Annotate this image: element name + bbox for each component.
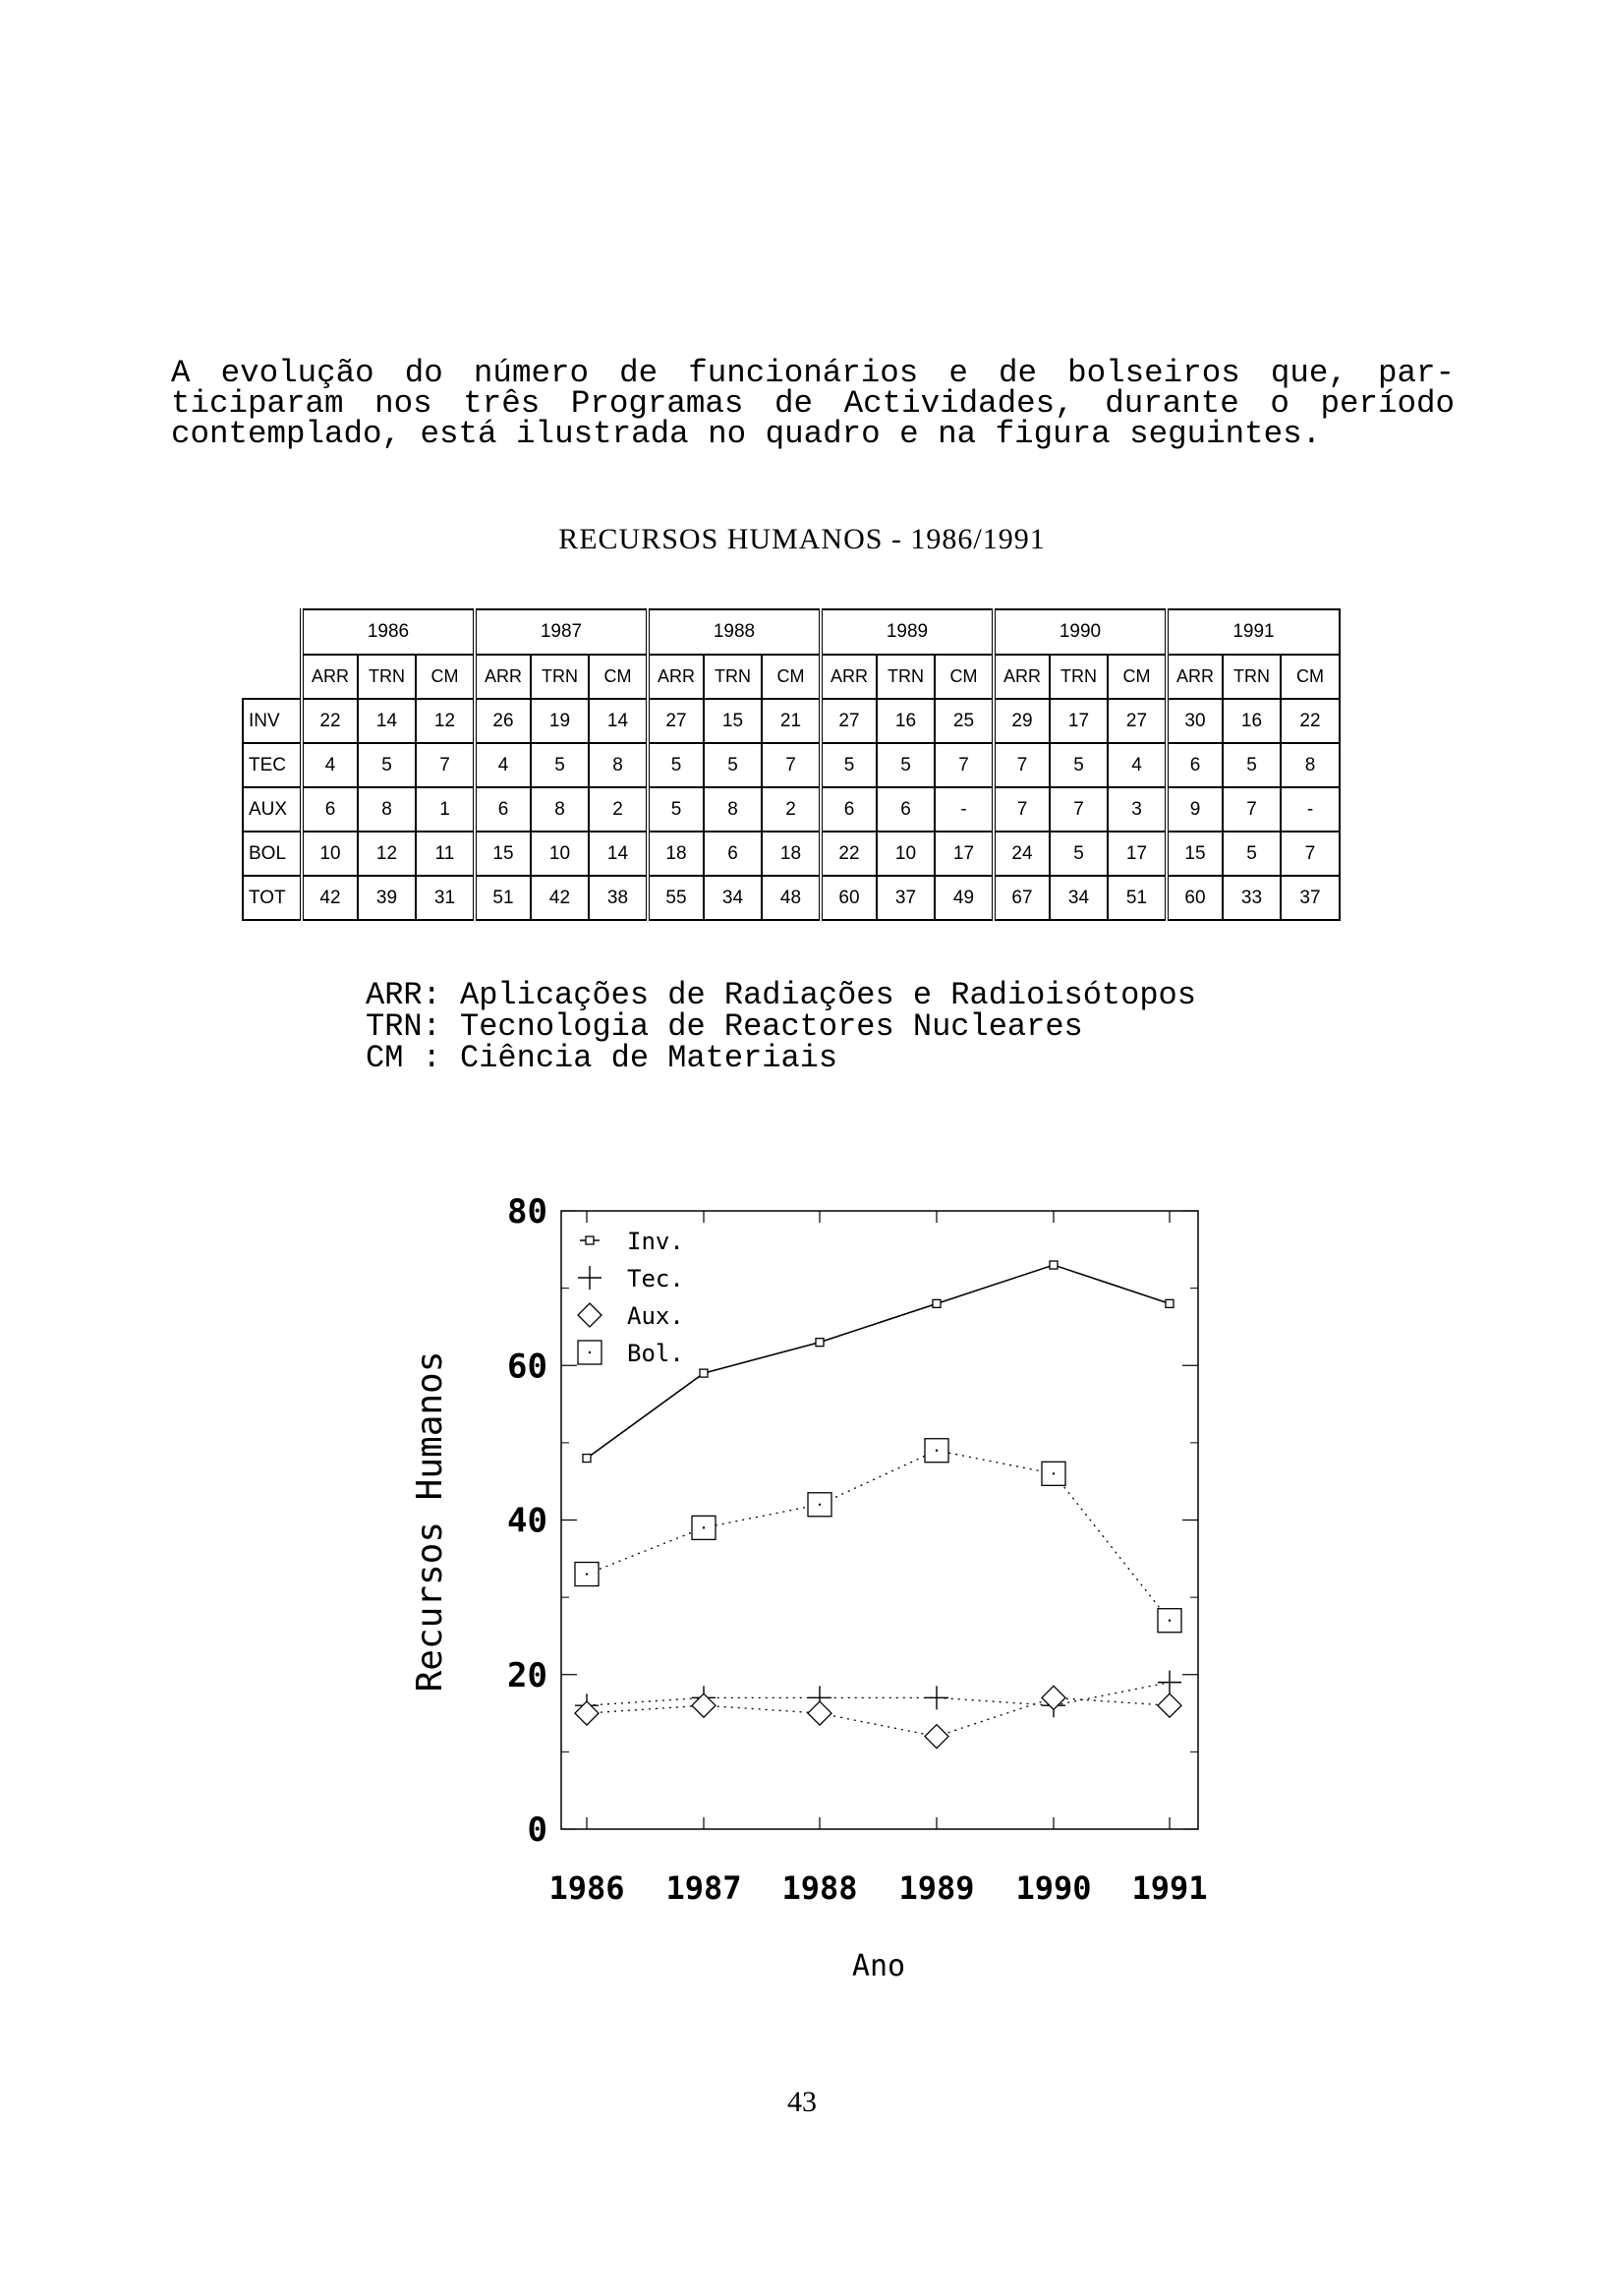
table-title: RECURSOS HUMANOS - 1986/1991 [558, 523, 1046, 555]
table-cell: 37 [877, 876, 935, 920]
subcolumn-header: CM [762, 655, 821, 699]
series-line-tec [587, 1683, 1170, 1706]
data-point-inv [933, 1299, 941, 1307]
x-tick-label: 1991 [1131, 1869, 1208, 1907]
table-cell: 8 [589, 743, 648, 787]
intro-line-3: contemplado, está ilustrada no quadro e na figura seguintes. [171, 416, 1322, 452]
table-cell: 5 [1050, 743, 1108, 787]
table-cell: 5 [821, 743, 877, 787]
table-cell: 7 [1281, 832, 1340, 876]
table-cell: 5 [704, 743, 762, 787]
abbrev-arr: ARR: Aplicações de Radiações e Radioisótopos [366, 977, 1196, 1013]
table-cell: 48 [762, 876, 821, 920]
data-point-inv [700, 1369, 708, 1377]
subcolumn-header: ARR [994, 655, 1050, 699]
table-cell: 31 [416, 876, 475, 920]
table-cell: 4 [1108, 743, 1167, 787]
table-cell: 5 [648, 787, 704, 832]
year-header: 1990 [994, 609, 1167, 655]
data-point-inv [583, 1455, 591, 1463]
table-cell: 60 [1167, 876, 1223, 920]
subcolumn-header: CM [1281, 655, 1340, 699]
table-cell: 11 [416, 832, 475, 876]
table-cell: 7 [994, 787, 1050, 832]
table-cell: 22 [821, 832, 877, 876]
y-tick-label: 80 [507, 1192, 547, 1232]
data-point-bol-dot [1053, 1472, 1055, 1474]
table-cell: 24 [994, 832, 1050, 876]
subcolumn-header: TRN [1223, 655, 1281, 699]
table-cell: 21 [762, 699, 821, 743]
table-cell: 16 [877, 699, 935, 743]
table-cell: 29 [994, 699, 1050, 743]
data-point-aux [808, 1701, 831, 1725]
table-cell: 17 [1050, 699, 1108, 743]
table-cell: 22 [1281, 699, 1340, 743]
table-cell: 8 [358, 787, 416, 832]
table-cell: 5 [1050, 832, 1108, 876]
year-header: 1988 [648, 609, 821, 655]
intro-line-2: ticiparam nos três Programas de Actividades, durante o período [171, 385, 1455, 422]
y-tick-label: 20 [507, 1655, 547, 1695]
data-point-bol-dot [703, 1526, 705, 1528]
table-cell: - [1281, 787, 1340, 832]
table-cell: 67 [994, 876, 1050, 920]
subcolumn-header: CM [416, 655, 475, 699]
table-cell: 38 [589, 876, 648, 920]
table-cell: 2 [589, 787, 648, 832]
table-cell: 15 [1167, 832, 1223, 876]
table-cell: 5 [1223, 832, 1281, 876]
x-tick-label: 1990 [1015, 1869, 1092, 1907]
table-cell: 42 [302, 876, 358, 920]
data-point-tec [925, 1686, 948, 1709]
legend-label: Bol. [627, 1340, 684, 1367]
x-tick-label: 1987 [665, 1869, 742, 1907]
year-header: 1986 [302, 609, 475, 655]
table-cell: 27 [1108, 699, 1167, 743]
table-cell: 7 [1223, 787, 1281, 832]
table-cell: 9 [1167, 787, 1223, 832]
subcolumn-header: CM [935, 655, 994, 699]
data-point-tec [1158, 1671, 1181, 1694]
table-cell: 34 [704, 876, 762, 920]
table-cell: 7 [1050, 787, 1108, 832]
table-cell: 10 [531, 832, 589, 876]
subcolumn-header: CM [1108, 655, 1167, 699]
subcolumn-header: ARR [648, 655, 704, 699]
table-cell: 7 [416, 743, 475, 787]
table-cell: 7 [762, 743, 821, 787]
table-cell: 42 [531, 876, 589, 920]
table-cell: 8 [531, 787, 589, 832]
subcolumn-header: TRN [1050, 655, 1108, 699]
data-point-aux [925, 1725, 948, 1749]
table-cell: 6 [877, 787, 935, 832]
legend-label: Tec. [627, 1265, 684, 1292]
table-cell: 6 [821, 787, 877, 832]
table-cell: 6 [302, 787, 358, 832]
table-cell: 4 [302, 743, 358, 787]
table-cell: 60 [821, 876, 877, 920]
series-line-aux [587, 1697, 1170, 1736]
y-tick-label: 0 [527, 1810, 547, 1850]
table-cell: 5 [648, 743, 704, 787]
data-point-inv [1166, 1299, 1174, 1307]
y-tick-label: 60 [507, 1347, 547, 1387]
data-point-inv [816, 1339, 824, 1347]
table-cell: 7 [994, 743, 1050, 787]
table-cell: 49 [935, 876, 994, 920]
year-header: 1987 [475, 609, 648, 655]
table-cell: 5 [531, 743, 589, 787]
subcolumn-header: TRN [877, 655, 935, 699]
table-cell: 12 [358, 832, 416, 876]
legend-marker [586, 1236, 594, 1244]
data-point-bol-dot [936, 1450, 938, 1452]
y-tick-label: 40 [507, 1501, 547, 1541]
table-cell: 19 [531, 699, 589, 743]
year-header: 1989 [821, 609, 994, 655]
table-cell: 10 [302, 832, 358, 876]
table-cell: 55 [648, 876, 704, 920]
table-cell: 51 [1108, 876, 1167, 920]
table-cell: 16 [1223, 699, 1281, 743]
table-cell: - [935, 787, 994, 832]
data-point-inv [1050, 1261, 1058, 1269]
table-cell: 14 [589, 699, 648, 743]
table-cell: 6 [704, 832, 762, 876]
row-label: TEC [243, 743, 302, 787]
data-point-bol-dot [1169, 1620, 1171, 1622]
table-cell: 6 [475, 787, 531, 832]
legend-label: Aux. [627, 1302, 684, 1330]
table-cell: 27 [821, 699, 877, 743]
table-cell: 39 [358, 876, 416, 920]
table-cell: 2 [762, 787, 821, 832]
table-cell: 5 [877, 743, 935, 787]
page-number: 43 [787, 2086, 817, 2118]
table-cell: 5 [1223, 743, 1281, 787]
subcolumn-header: ARR [821, 655, 877, 699]
table-cell: 5 [358, 743, 416, 787]
subcolumn-header: ARR [1167, 655, 1223, 699]
subcolumn-header: TRN [531, 655, 589, 699]
subcolumn-header: TRN [704, 655, 762, 699]
abbrev-cm: CM : Ciência de Materiais [366, 1040, 838, 1076]
data-point-bol-dot [586, 1573, 588, 1575]
intro-line-1: A evolução do número de funcionários e de bolseiros que, par- [171, 355, 1455, 391]
row-label: BOL [243, 832, 302, 876]
table-cell: 1 [416, 787, 475, 832]
x-tick-label: 1986 [548, 1869, 625, 1907]
table-cell: 27 [648, 699, 704, 743]
table-cell: 17 [935, 832, 994, 876]
table-cell: 7 [935, 743, 994, 787]
table-cell: 18 [762, 832, 821, 876]
table-cell: 51 [475, 876, 531, 920]
table-cell: 12 [416, 699, 475, 743]
table-cell: 3 [1108, 787, 1167, 832]
subcolumn-header: TRN [358, 655, 416, 699]
data-point-bol-dot [819, 1504, 821, 1506]
legend-label: Inv. [627, 1228, 684, 1255]
abbrev-trn: TRN: Tecnologia de Reactores Nucleares [366, 1008, 1083, 1045]
x-tick-label: 1989 [898, 1869, 975, 1907]
x-tick-label: 1988 [781, 1869, 858, 1907]
subcolumn-header: CM [589, 655, 648, 699]
legend-marker [578, 1266, 602, 1290]
table-cell: 37 [1281, 876, 1340, 920]
row-label: AUX [243, 787, 302, 832]
table-cell: 15 [704, 699, 762, 743]
table-cell: 8 [704, 787, 762, 832]
table-cell: 6 [1167, 743, 1223, 787]
y-axis-label: Recursos Humanos [410, 1350, 450, 1693]
table-cell: 26 [475, 699, 531, 743]
table-cell: 22 [302, 699, 358, 743]
table-cell: 25 [935, 699, 994, 743]
table-cell: 18 [648, 832, 704, 876]
table-cell: 17 [1108, 832, 1167, 876]
x-axis-label: Ano [851, 1949, 906, 1983]
table-cell: 34 [1050, 876, 1108, 920]
series-line-bol [587, 1451, 1170, 1621]
table-cell: 10 [877, 832, 935, 876]
table-cell: 30 [1167, 699, 1223, 743]
subcolumn-header: ARR [302, 655, 358, 699]
row-label: INV [243, 699, 302, 743]
table-cell: 8 [1281, 743, 1340, 787]
data-point-aux [1158, 1693, 1181, 1717]
table-cell: 14 [589, 832, 648, 876]
subcolumn-header: ARR [475, 655, 531, 699]
row-label: TOT [243, 876, 302, 920]
legend-marker-dot [589, 1351, 591, 1353]
table-cell: 4 [475, 743, 531, 787]
table-cell: 33 [1223, 876, 1281, 920]
year-header: 1991 [1167, 609, 1340, 655]
table-cell: 15 [475, 832, 531, 876]
legend-marker [578, 1303, 602, 1327]
table-cell: 14 [358, 699, 416, 743]
